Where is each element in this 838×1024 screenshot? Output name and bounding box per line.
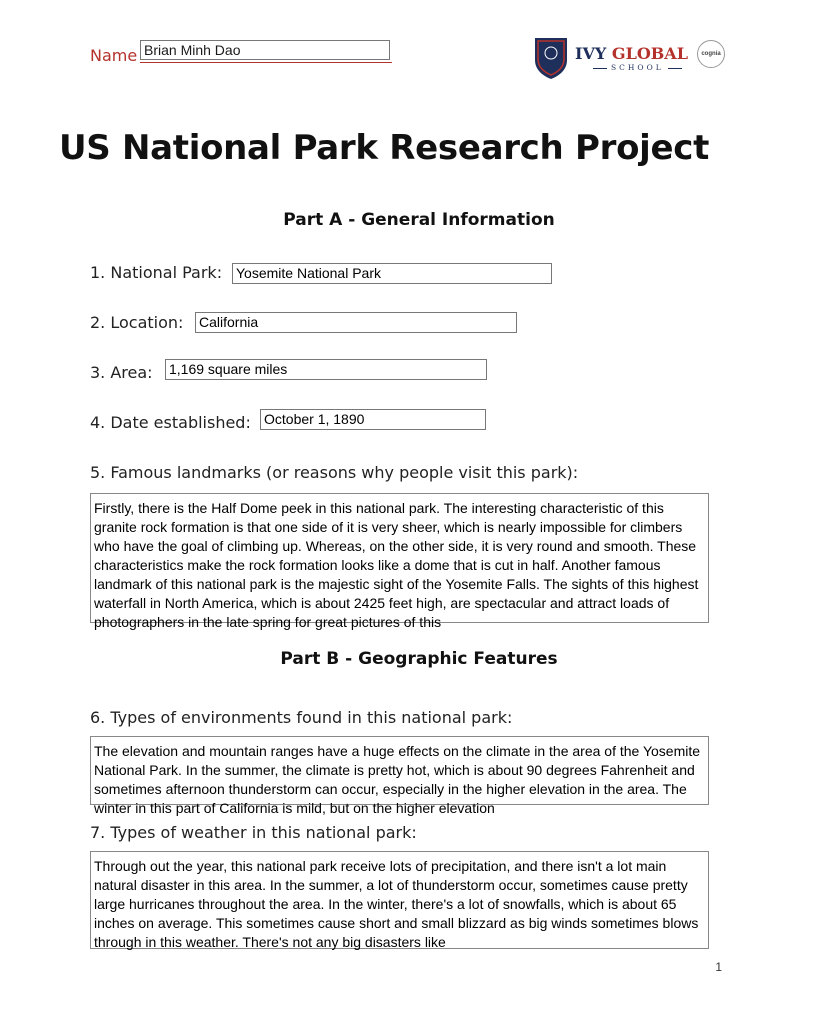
q3-label: 3. Area: xyxy=(90,363,153,382)
part-b-heading: Part B - Geographic Features xyxy=(280,649,558,669)
q4-label: 4. Date established: xyxy=(90,413,251,432)
brand-accent: GLOBAL xyxy=(611,44,688,63)
brand-main: IVY xyxy=(575,44,607,63)
page-title: US National Park Research Project xyxy=(58,128,710,168)
name-label: Name xyxy=(90,46,138,65)
q2-label: 2. Location: xyxy=(90,313,184,332)
q6-label: 6. Types of environments found in this national park: xyxy=(90,708,513,727)
national-park-field[interactable]: Yosemite National Park xyxy=(232,263,552,284)
q1-label: 1. National Park: xyxy=(90,263,223,282)
page-number: 1 xyxy=(715,960,722,974)
location-field[interactable]: California xyxy=(195,312,517,333)
weather-answer-box[interactable]: Through out the year, this national park receive lots of precipitation, and there isn't a lot main natural disaster in this area. In the summer, a lot of thunderstorm occur, sometimes cause pretty large hurricanes throughout the area. In the winter, there's a lot of snowfalls, which is about 65 inches on average. This sometimes cause short and small blizzard as big winds sometimes blows through in this weather. There's not any big disasters like xyxy=(90,851,709,949)
brand-subtitle: SCHOOL xyxy=(589,63,686,72)
name-field[interactable]: Brian Minh Dao xyxy=(140,40,390,60)
name-underline xyxy=(140,62,392,63)
shield-icon xyxy=(533,36,569,80)
q7-label: 7. Types of weather in this national park: xyxy=(90,823,417,842)
area-field[interactable]: 1,169 square miles xyxy=(165,359,487,380)
q5-label: 5. Famous landmarks (or reasons why people visit this park): xyxy=(90,463,579,482)
part-a-heading: Part A - General Information xyxy=(283,210,555,230)
environments-answer-box[interactable]: The elevation and mountain ranges have a huge effects on the climate in the area of the Yosemite National Park. In the summer, the climate is pretty hot, which is about 90 degrees Fahrenheit and sometimes afternoon thunderstorm can occur, especially in the higher elevation in the area. The winter in this part of California is mild, but on the higher elevation xyxy=(90,736,709,805)
date-established-field[interactable]: October 1, 1890 xyxy=(260,409,486,430)
brand-name xyxy=(575,44,688,63)
landmarks-answer-box[interactable]: Firstly, there is the Half Dome peek in this national park. The interesting characteristic of this granite rock formation is that one side of it is very sheer, which is nearly impossible for climbers who have the goal of climbing up. Whereas, on the other side, it is very round and smooth. These characteristics make the rock formation looks like a dome that is cut in half. Another famous landmark of this national park is the majestic sight of the Yosemite Falls. The sights of this highest waterfall in North America, which is about 2425 feet high, are spectacular and attract loads of photographers in the late spring for great pictures of this xyxy=(90,493,709,623)
school-logo xyxy=(533,36,733,86)
accreditation-badge: cognia xyxy=(697,40,725,68)
